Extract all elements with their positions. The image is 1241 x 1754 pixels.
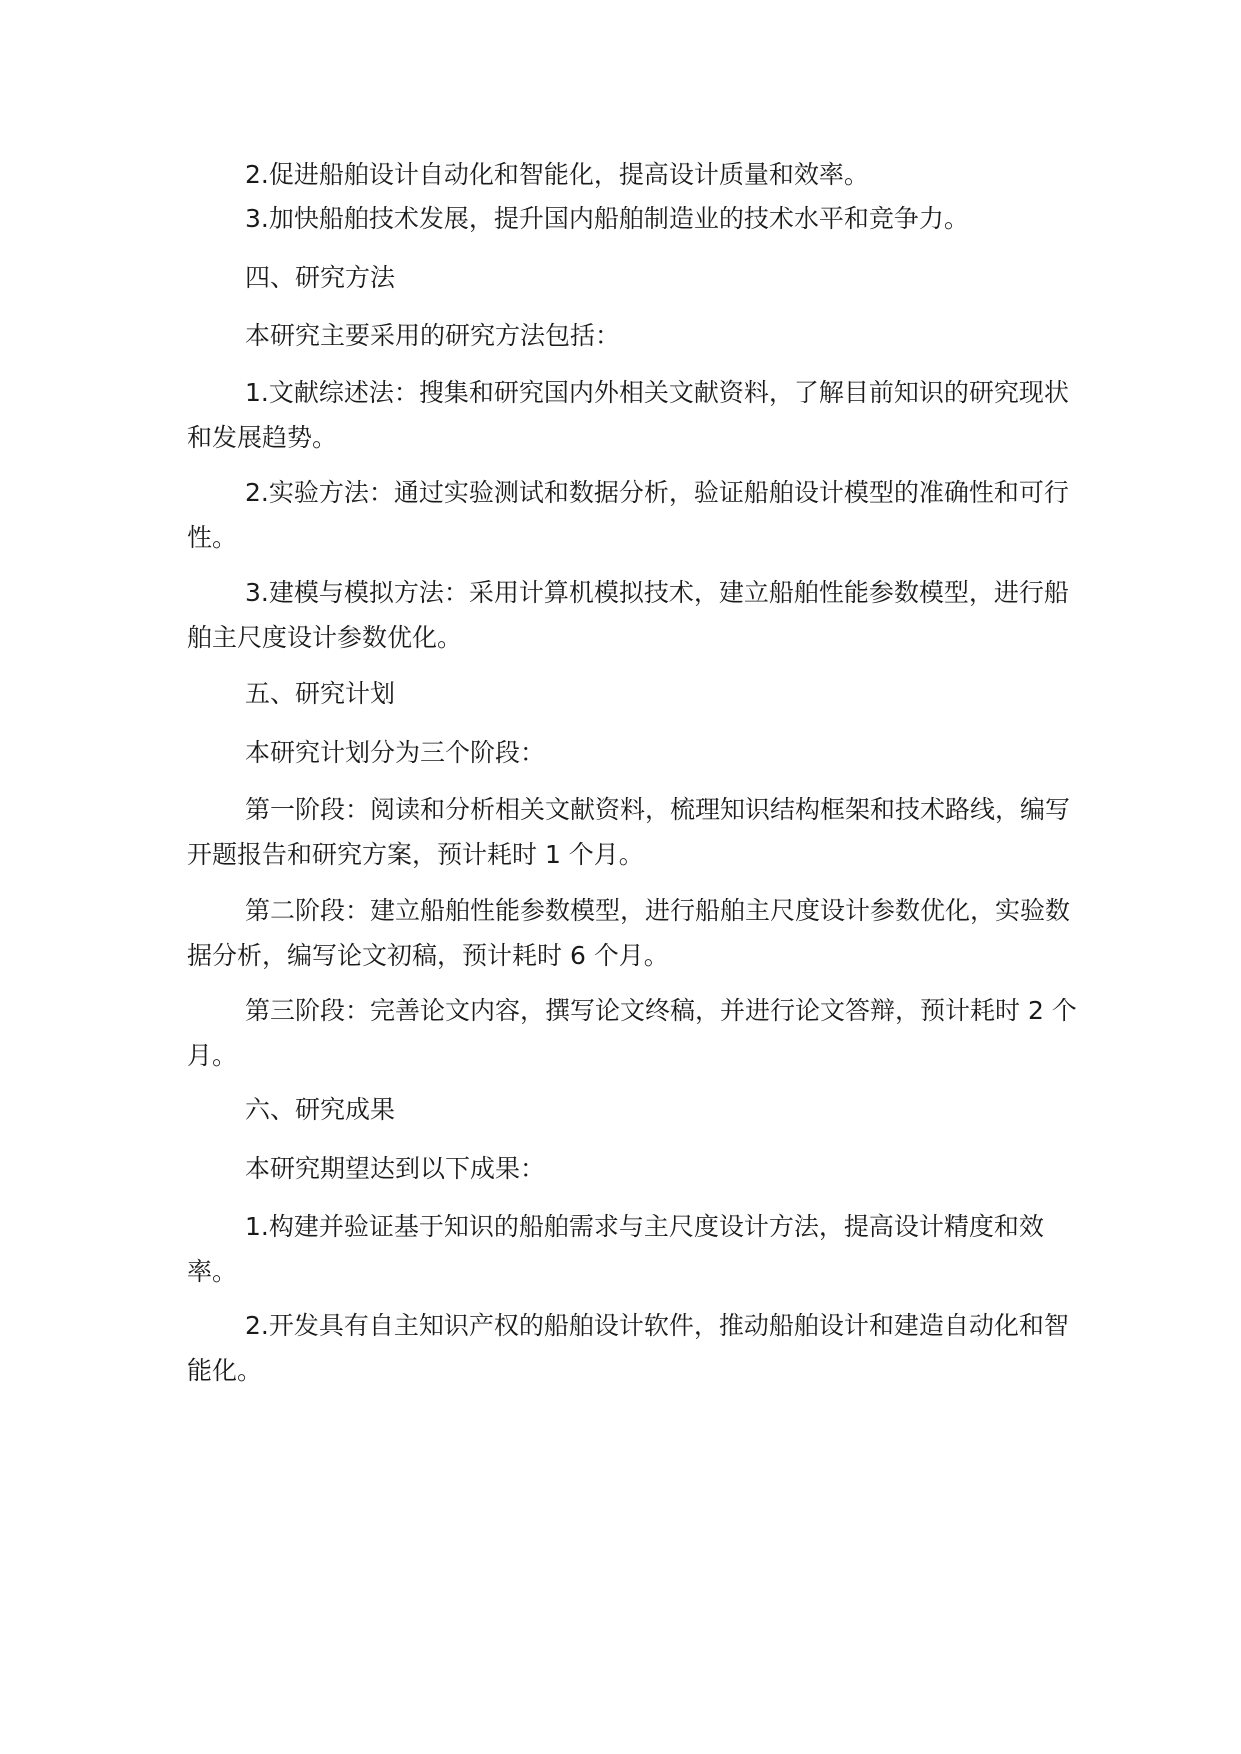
paragraph-method-3: 3.建模与模拟方法：采用计算机模拟技术，建立船舶性能参数模型，进行船舶主尺度设计参数优化。	[187, 578, 1069, 652]
paragraph-goal-3: 3.加快船舶技术发展，提升国内船舶制造业的技术水平和竞争力。	[245, 204, 969, 233]
paragraph-phase-2: 第二阶段：建立船舶性能参数模型，进行船舶主尺度设计参数优化，实验数据分析，编写论文初稿，预计耗时 6 个月。	[187, 896, 1071, 970]
paragraph-phase-1: 第一阶段：阅读和分析相关文献资料，梳理知识结构框架和技术路线，编写开题报告和研究方案，预计耗时 1 个月。	[187, 795, 1071, 869]
heading-research-methods: 四、研究方法	[245, 263, 396, 292]
paragraph-result-1: 1.构建并验证基于知识的船舶需求与主尺度设计方法，提高设计精度和效率。	[187, 1212, 1044, 1286]
paragraph-results-intro: 本研究期望达到以下成果：	[245, 1154, 546, 1183]
paragraph-goal-2: 2.促进船舶设计自动化和智能化，提高设计质量和效率。	[245, 160, 869, 189]
paragraph-plan-intro: 本研究计划分为三个阶段：	[245, 738, 546, 767]
paragraph-result-2: 2.开发具有自主知识产权的船舶设计软件，推动船舶设计和建造自动化和智能化。	[187, 1311, 1069, 1385]
paragraph-phase-3: 第三阶段：完善论文内容，撰写论文终稿，并进行论文答辩，预计耗时 2 个月。	[187, 996, 1077, 1070]
heading-research-results: 六、研究成果	[245, 1095, 396, 1124]
heading-research-plan: 五、研究计划	[245, 679, 396, 708]
paragraph-method-1: 1.文献综述法：搜集和研究国内外相关文献资料，了解目前知识的研究现状和发展趋势。	[187, 378, 1069, 452]
paragraph-methods-intro: 本研究主要采用的研究方法包括：	[245, 321, 621, 350]
paragraph-method-2: 2.实验方法：通过实验测试和数据分析，验证船舶设计模型的准确性和可行性。	[187, 478, 1069, 552]
